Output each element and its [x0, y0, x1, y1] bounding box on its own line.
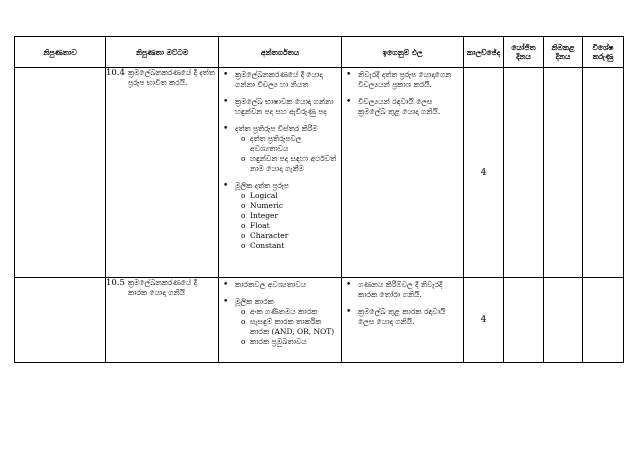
- header-completed-date: නිමකළ දිනය: [544, 37, 583, 68]
- content-item: [223, 70, 338, 90]
- syllabus-table: [14, 36, 624, 363]
- content-subitem: o අංක ගණිතමය කාරක: [241, 307, 338, 317]
- table-row: [15, 278, 624, 363]
- header-special-notes: විශේෂ කරුණු: [583, 37, 624, 68]
- header-competency: නිපුණතාව: [15, 37, 106, 68]
- content-item-text: දත්ත ප්‍රතිරූප විස්තර කිරීම: [235, 124, 318, 133]
- content-item-text: ක්‍රමලේඛ භාෂාවක යොදා ගන්නා හඳුන්වන පද සහ ඇවිරුණු පද: [235, 97, 334, 116]
- content-subitem: o හඳුන්වන පද සඳහා අර්ථවත් නාම යොදා ගැනීම: [241, 154, 338, 174]
- content-cell: [219, 278, 342, 363]
- content-item-text: කාරකවල අවශ්‍යතාවය: [235, 280, 307, 289]
- proposed-date-cell: [504, 278, 544, 363]
- content-sublist: [235, 191, 338, 251]
- special-notes-cell: [583, 278, 624, 363]
- header-learning-outcomes: ඉගෙනුම් ඵල: [342, 37, 464, 68]
- content-subitem: o කාරක ප්‍රමුඛතාවය: [241, 337, 338, 347]
- outcomes-list: [342, 278, 463, 327]
- competency-level-number: 10.5: [106, 278, 125, 288]
- content-item-text: මූලික දත්ත ප්‍රරූප: [235, 181, 289, 190]
- content-item-text: ක්‍රමලේඛනකරණයේ දී යොදා ගන්නා විචල්‍ය හා නියත: [235, 70, 323, 89]
- header-competency-level: නිපුණතා මට්ටම: [106, 37, 219, 68]
- content-subitem: o දත්ත ප්‍රතිරූපවල අවශ්‍යතාවය: [241, 134, 338, 154]
- content-list: [219, 68, 341, 251]
- special-notes-cell: [583, 68, 624, 278]
- competency-level-text: ක්‍රමලේඛනකරණයේ දී දත්ත ප්‍රරූප භාවිත කරයි.: [127, 68, 215, 87]
- competency-level-text: ක්‍රමලේඛනකරණයේ දී කාරක යොදා ගනියි: [127, 278, 197, 297]
- completed-date-cell: [544, 278, 583, 363]
- header-row: [15, 37, 624, 68]
- outcome-item-text: ක්‍රමලේඛ තුළ කාරක රඳවායි ලෙස යොදා ගනියි.: [358, 307, 446, 326]
- periods-cell: 4: [464, 68, 504, 278]
- content-sublist: [235, 134, 338, 174]
- competency-level-cell: [106, 278, 219, 363]
- learning-outcomes-cell: [342, 68, 464, 278]
- content-list: [219, 278, 341, 347]
- content-subitem: o Integer: [241, 211, 338, 221]
- content-subitem: o සැසඳුම් කාරක තාර්කික කාරක (AND, OR, NOT): [241, 317, 338, 337]
- competency-cell: [15, 68, 106, 278]
- header-proposed-date: යෝජිත දිනය: [504, 37, 544, 68]
- periods-cell: 4: [464, 278, 504, 363]
- content-item: [223, 297, 338, 347]
- content-item: [223, 124, 338, 174]
- outcome-item: [346, 70, 460, 90]
- content-item: [223, 97, 338, 117]
- outcome-item-text: ගණනය කිරීම්වල දී නිවැරදි කාරක තෝරා ගනියි.: [358, 280, 443, 299]
- outcome-item-text: නිවැරදි දත්ත ප්‍රරූප යොදාගෙන විචල්‍යයන් ප්‍රකාශ කරයි.: [358, 70, 452, 89]
- learning-outcomes-cell: [342, 278, 464, 363]
- table-row: [15, 68, 624, 278]
- content-cell: [219, 68, 342, 278]
- competency-level-number: 10.4: [106, 68, 125, 78]
- content-subitem: o Constant: [241, 241, 338, 251]
- content-item: [223, 280, 338, 290]
- outcome-item: [346, 307, 460, 327]
- outcome-item-text: විචල්‍යයන් රඳවායි ලෙස ක්‍රමලේඛ තුළ යොදා ගනියි.: [358, 97, 441, 116]
- header-periods: කාලච්ඡේද: [464, 37, 504, 68]
- completed-date-cell: [544, 68, 583, 278]
- content-sublist: [235, 307, 338, 347]
- content-subitem: o Numeric: [241, 201, 338, 211]
- competency-level-cell: [106, 68, 219, 278]
- content-subitem: o Float: [241, 221, 338, 231]
- content-item: [223, 181, 338, 251]
- outcome-item: [346, 280, 460, 300]
- header-content: අන්තර්ගතය: [219, 37, 342, 68]
- proposed-date-cell: [504, 68, 544, 278]
- competency-cell: [15, 278, 106, 363]
- content-subitem: o Character: [241, 231, 338, 241]
- outcomes-list: [342, 68, 463, 117]
- content-subitem: o Logical: [241, 191, 338, 201]
- content-item-text: මූලික කාරක: [235, 297, 274, 306]
- outcome-item: [346, 97, 460, 117]
